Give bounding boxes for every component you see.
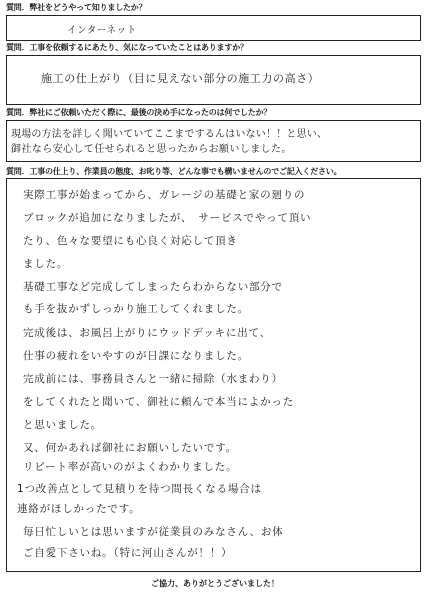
answer-3-line-1: 現場の方法を詳しく聞いていてここまでするんはいない！！と思い、 (11, 129, 328, 140)
answer-4-line-16: 毎日忙しいとは思いますが従業員のみなさん、お体 (23, 526, 284, 538)
thank-you-footer: ご協力、ありがとうございました！ (151, 579, 279, 588)
answer-4-line-14: 1つ改善点として見積りを待つ間長くなる場合は (17, 483, 262, 495)
answer-box-4 (6, 178, 421, 572)
answer-3-line-2: 御社なら安心して任せられると思ったからお願いしました。 (11, 144, 292, 155)
answer-4-line-3: たり、色々な要望にも心良く対応して頂き (23, 235, 238, 247)
question-1-label: 質問．弊社をどうやって知りましたか？ (6, 3, 147, 12)
answer-4-line-2: ブロックが追加になりましたが、 サービスでやって頂い (23, 212, 312, 224)
answer-4-line-15: 連絡がほしかったです。 (17, 503, 141, 515)
answer-box-3 (6, 120, 421, 162)
answer-4-line-11: と思いました。 (23, 419, 103, 431)
question-4-label: 質問．工事の仕上り、作業員の態度、お叱り等、どんな事でも構いませんのでご記入ください。 (6, 167, 342, 176)
answer-4-line-9: 完成前には、事務員さんと一緒に掃除（水まわり） (23, 373, 283, 385)
answer-2-line-1: 施工の仕上がり（目に見えない部分の施工力の高さ） (41, 72, 320, 85)
answer-4-line-5: 基礎工事など完成してしまったらわからない部分で (23, 281, 283, 293)
answer-4-line-4: ました。 (23, 258, 69, 270)
question-2-label: 質問．工事を依頼するにあたり、気になっていたことはありますか？ (6, 43, 248, 52)
answer-4-line-17: ご自愛下さいね。（特に河山さんが！！） (23, 547, 233, 559)
answer-4-line-7: 完成後は、お風呂上がりにウッドデッキに出て、 (23, 327, 271, 339)
question-3-label: 質問．弊社にご依頼いただく際に、最後の決め手になったのは何でしたか？ (6, 108, 272, 117)
answer-4-line-1: 実際工事が始まってから、ガレージの基礎と家の廻りの (23, 189, 306, 201)
answer-1-line-1: インターネット (67, 25, 137, 36)
answer-4-line-8: 仕事の疲れをいやすのが日課になりました。 (23, 350, 249, 362)
answer-box-1 (6, 15, 421, 41)
answer-4-line-12: 又、何かあれば御社にお願いしたいです。 (23, 442, 237, 454)
answer-4-line-13: リピート率が高いのがよくわかりました。 (23, 461, 238, 473)
answer-box-2 (6, 55, 421, 105)
answer-4-line-6: も手を抜かずしっかり施工してくれました。 (23, 303, 249, 315)
answer-4-line-10: をしてくれたと聞いて、御社に頼んで本当によかった (23, 396, 294, 408)
